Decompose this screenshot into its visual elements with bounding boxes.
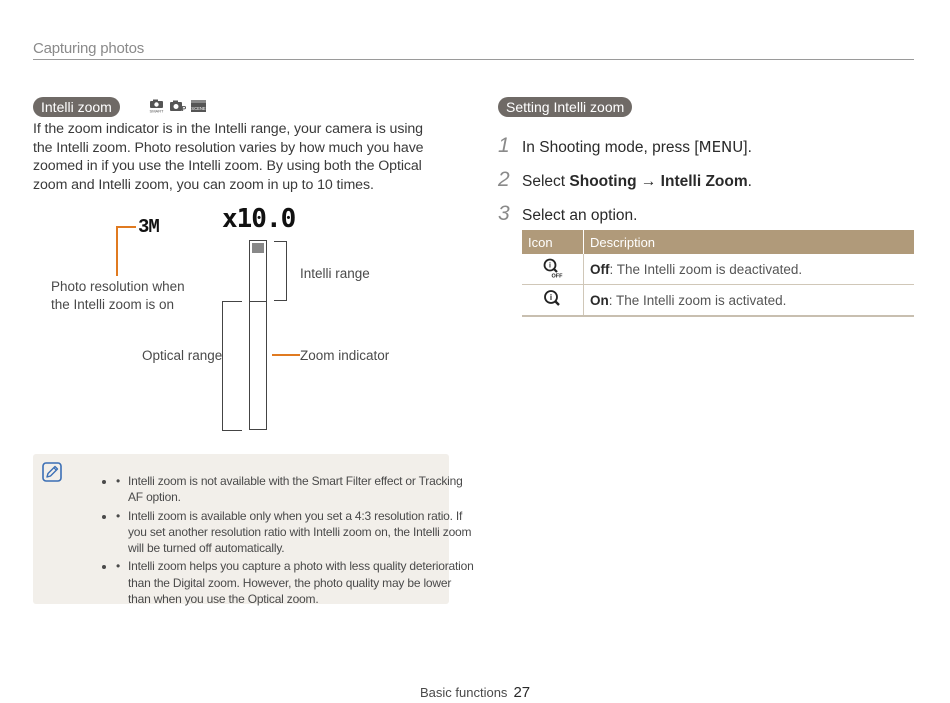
label-intelli-range: Intelli range <box>300 266 370 281</box>
scene-mode-icon-label: SCENE <box>191 106 206 111</box>
table-header-icon: Icon <box>522 230 584 254</box>
zoom-bar <box>249 240 267 430</box>
resolution-pointer-horizontal <box>116 226 136 228</box>
zoom-readout: x10.0 <box>222 204 296 234</box>
note-item: • • Intelli zoom helps you capture a photo with less quality deterioration than the Digital zoom. However, the photo quality may be lower than when you use the Optical zoom. <box>116 558 476 607</box>
optical-range-bracket-bottom <box>222 430 242 431</box>
intelli-zoom-off-icon <box>542 262 564 281</box>
program-mode-icon <box>169 99 186 113</box>
page-number: 27 <box>513 684 531 701</box>
mode-icons <box>148 99 207 113</box>
optical-range-bracket-top <box>222 301 242 302</box>
table-header-description: Description <box>584 230 915 254</box>
note-item: • • Intelli zoom is not available with the Smart Filter effect or Tracking AF option. <box>116 473 476 506</box>
svg-text:i: i <box>548 262 551 269</box>
header-divider <box>33 59 914 60</box>
zoom-indicator-pointer <box>272 354 300 356</box>
optical-range-bracket-side <box>222 301 223 431</box>
intro-paragraph: If the zoom indicator is in the Intelli range, your camera is using the Intelli zoom. Photo resolution varies by how much you have zoomed in if you use the Intelli zoom. By using both the Optical zoom and Intelli zoom, you can zoom in up to 10 times. <box>33 121 424 194</box>
options-table <box>522 230 914 317</box>
table-row: i OFF Off: The Intelli zoom is deactivated. <box>522 254 914 285</box>
footer-section: Basic functions <box>420 685 508 700</box>
label-resolution: Photo resolution when the Intelli zoom is on <box>51 279 185 312</box>
note-item: • • Intelli zoom is available only when you set a 4:3 resolution ratio. If you set another resolution ratio with Intelli zoom on, the Intelli zoom will be turned off automatically. <box>116 508 476 557</box>
program-mode-icon-label: P <box>181 106 186 113</box>
intelli-zoom-section-title: Intelli zoom <box>33 97 120 117</box>
setting-intelli-zoom-section-title: Setting Intelli zoom <box>498 97 632 117</box>
label-optical-range: Optical range <box>142 348 223 363</box>
intelli-range-bracket-side <box>286 241 287 301</box>
scene-mode-icon <box>190 99 207 113</box>
zoom-bar-fill <box>252 243 264 253</box>
intelli-range-bracket-top <box>274 241 286 242</box>
step-number: 3 <box>498 202 510 225</box>
step-number: 1 <box>498 134 510 157</box>
resolution-pointer-vertical <box>116 226 118 276</box>
table-row: i On: The Intelli zoom is activated. <box>522 285 914 317</box>
note-list <box>76 473 476 609</box>
photo-resolution-icon: 3M <box>138 216 159 238</box>
menu-key: MENU <box>698 138 744 156</box>
smart-mode-icon-label: SMART <box>149 108 164 113</box>
intelli-range-bracket-bottom <box>274 300 286 301</box>
svg-text:i: i <box>549 292 552 302</box>
note-pencil-icon <box>42 462 62 482</box>
intelli-zoom-off-icon-label: OFF <box>551 273 562 278</box>
smart-auto-mode-icon <box>148 99 165 113</box>
step-1: 1 In Shooting mode, press [MENU]. <box>498 134 752 157</box>
step-2: 2 Select Shooting → Intelli Zoom. <box>498 168 752 191</box>
page-header-title: Capturing photos <box>33 40 145 57</box>
step-number: 2 <box>498 168 510 191</box>
zoom-bar-divider <box>249 301 267 302</box>
label-zoom-indicator: Zoom indicator <box>300 348 390 363</box>
step-3: 3 Select an option. <box>498 202 638 225</box>
intelli-zoom-on-icon <box>542 292 564 312</box>
page-footer <box>420 684 530 701</box>
